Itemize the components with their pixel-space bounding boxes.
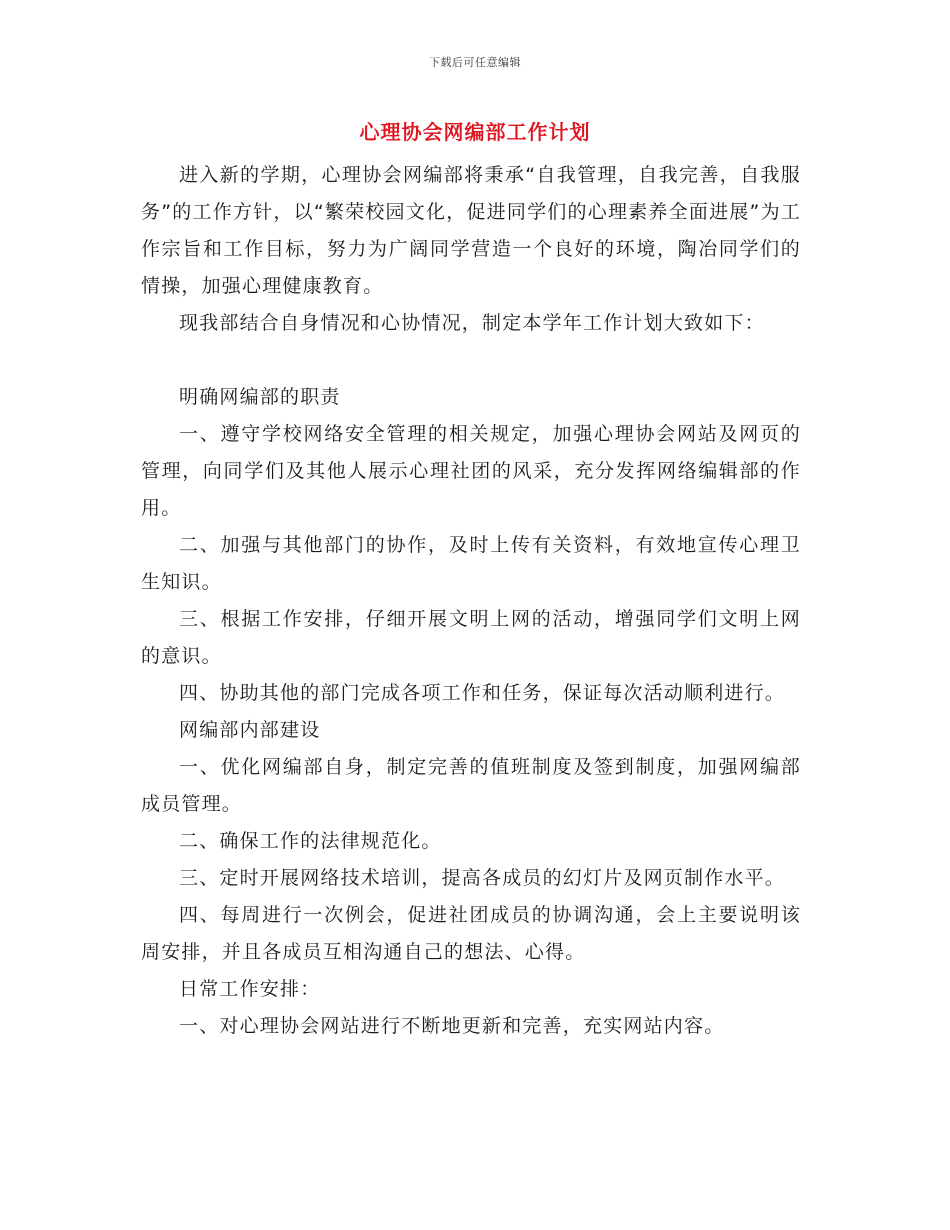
section-heading-internal: 网编部内部建设 — [179, 719, 321, 741]
paragraph-duty-1: 一、遵守学校网络安全管理的相关规定，加强心理协会网站及网页的管理，向同学们及其他人展示心理社团的风采，充分发挥网络编辑部的作用。 — [141, 423, 801, 519]
paragraph-internal-2: 二、确保工作的法律规范化。 — [179, 830, 442, 852]
document-body — [141, 157, 801, 1045]
section-heading-duties: 明确网编部的职责 — [179, 386, 341, 408]
section-heading-daily: 日常工作安排： — [179, 978, 321, 1000]
paragraph-internal-1: 一、优化网编部自身，制定完善的值班制度及签到制度，加强网编部成员管理。 — [141, 756, 801, 815]
blank-line — [141, 342, 801, 379]
header-note: 下载后可任意编辑 — [429, 56, 521, 69]
paragraph-internal-4: 四、每周进行一次例会，促进社团成员的协调沟通，会上主要说明该周安排，并且各成员互相沟通自己的想法、心得。 — [141, 904, 801, 963]
paragraph-duty-3: 三、根据工作安排，仔细开展文明上网的活动，增强同学们文明上网的意识。 — [141, 608, 801, 667]
paragraph-duty-2: 二、加强与其他部门的协作，及时上传有关资料，有效地宣传心理卫生知识。 — [141, 534, 801, 593]
paragraph-daily-1: 一、对心理协会网站进行不断地更新和完善，充实网站内容。 — [179, 1015, 725, 1037]
paragraph-plan-overview: 现我部结合自身情况和心协情况，制定本学年工作计划大致如下： — [179, 312, 765, 334]
document-title: 心理协会网编部工作计划 — [359, 120, 591, 144]
paragraph-internal-3: 三、定时开展网络技术培训，提高各成员的幻灯片及网页制作水平。 — [179, 867, 786, 889]
paragraph-duty-4: 四、协助其他的部门完成各项工作和任务，保证每次活动顺利进行。 — [179, 682, 786, 704]
paragraph-intro: 进入新的学期，心理协会网编部将秉承“自我管理，自我完善，自我服务”的工作方针，以“繁荣校园文化，促进同学们的心理素养全面进展”为工作宗旨和工作目标，努力为广阔同学营造一个良好的环境，陶冶同学们的情操，加强心理健康教育。 — [141, 164, 801, 297]
